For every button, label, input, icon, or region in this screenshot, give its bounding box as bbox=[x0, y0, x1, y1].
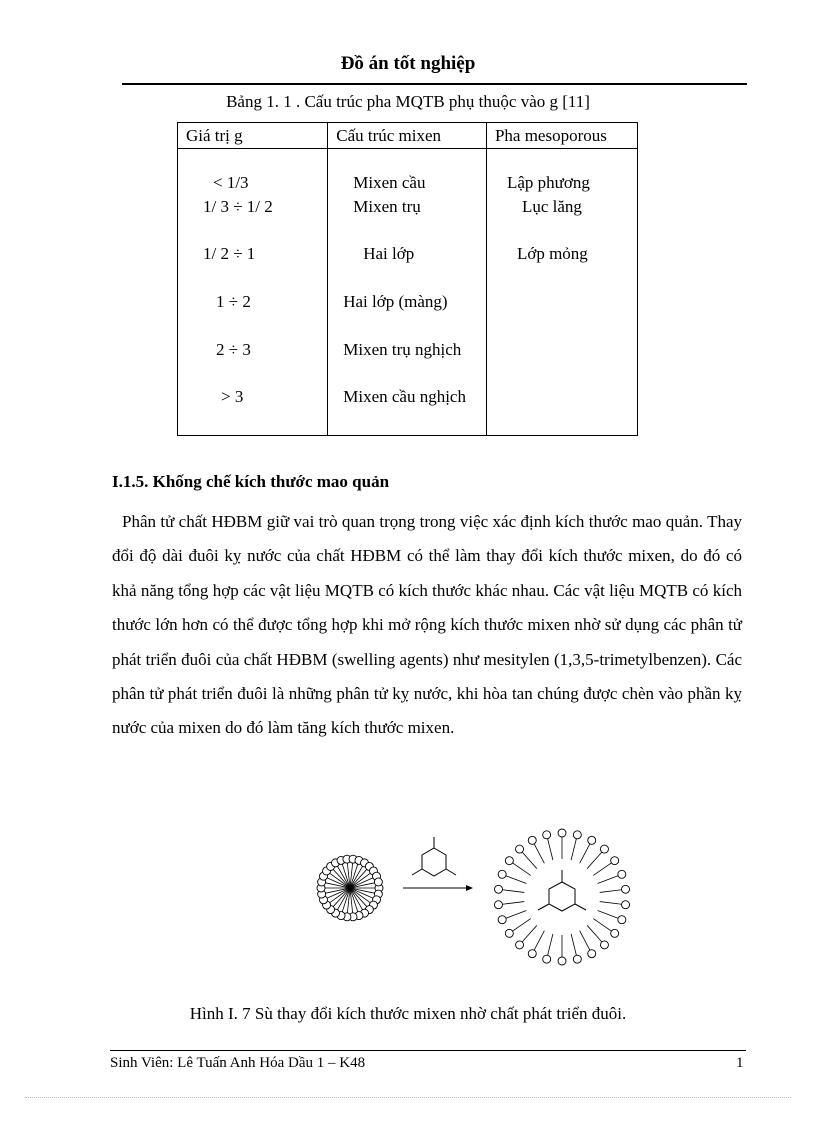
figure-caption: Hình I. 7 Sù thay đổi kích thước mixen nhờ chất phát triển đuôi. bbox=[189, 1004, 627, 1023]
micelle-head bbox=[622, 901, 630, 909]
micelle-tail bbox=[571, 839, 576, 860]
micelle-head bbox=[516, 845, 524, 853]
micelle-tail bbox=[580, 931, 590, 950]
micelle-tail bbox=[598, 876, 619, 884]
table-cell: > 3 bbox=[221, 387, 244, 407]
micelle-head bbox=[558, 829, 566, 837]
table-cell: 1/ 3 ÷ 1/ 2 bbox=[203, 196, 273, 216]
table-row bbox=[178, 149, 638, 197]
micelle-head bbox=[505, 857, 513, 865]
table-cell: Lớp mỏng bbox=[516, 244, 588, 264]
micelle-head bbox=[558, 957, 566, 965]
table-row bbox=[178, 292, 638, 340]
table-cell: < 1/3 bbox=[213, 173, 249, 192]
section-heading: I.1.5. Khống chế kích thước mao quản bbox=[112, 472, 390, 491]
micelle-diagram bbox=[300, 815, 640, 975]
micelle-head bbox=[494, 885, 502, 893]
micelle-head bbox=[588, 950, 596, 958]
micelle-tail bbox=[587, 925, 602, 941]
page-edge-rule bbox=[25, 1097, 791, 1098]
micelle-head bbox=[600, 941, 608, 949]
column-header: Pha mesoporous bbox=[486, 123, 637, 149]
micelle-head bbox=[498, 916, 506, 924]
micelle-head bbox=[611, 929, 619, 937]
table-row bbox=[178, 387, 638, 435]
micelle-tail bbox=[513, 919, 531, 931]
micelle-head bbox=[618, 916, 626, 924]
micelle-head bbox=[618, 870, 626, 878]
micelle-tail bbox=[513, 863, 531, 875]
micelle-head bbox=[498, 870, 506, 878]
table-cell: Mixen cầu bbox=[353, 173, 426, 192]
micelle-tail bbox=[587, 852, 602, 868]
micelle-head bbox=[600, 845, 608, 853]
micelle-tail bbox=[571, 934, 576, 955]
micelle-head bbox=[528, 836, 536, 844]
header-title: Đồ án tốt nghiệp bbox=[340, 53, 476, 74]
micelle-head bbox=[516, 941, 524, 949]
micelle-figure bbox=[300, 815, 640, 980]
page-number: 1 bbox=[736, 1055, 744, 1071]
structure-table bbox=[177, 122, 638, 436]
micelle-tail bbox=[506, 910, 527, 918]
mesitylen-molecule bbox=[412, 837, 456, 876]
table-header-row bbox=[178, 123, 638, 149]
micelle-tail bbox=[548, 934, 553, 955]
micelle-head bbox=[374, 878, 382, 886]
reaction-arrow bbox=[403, 885, 473, 891]
table-row bbox=[178, 340, 638, 388]
micelle-tail bbox=[502, 890, 524, 893]
micelle-head bbox=[573, 831, 581, 839]
header-rule bbox=[122, 83, 747, 85]
footer-author: Sinh Viên: Lê Tuấn Anh Hóa Dầu 1 – K48 bbox=[110, 1055, 366, 1071]
body-paragraph bbox=[112, 505, 742, 746]
micelle-head bbox=[494, 901, 502, 909]
micelle-head bbox=[588, 836, 596, 844]
column-header: Cấu trúc mixen bbox=[328, 123, 487, 149]
micelle-head bbox=[528, 950, 536, 958]
micelle-tail bbox=[593, 919, 611, 931]
micelle-tail bbox=[593, 863, 611, 875]
micelle-tail bbox=[506, 876, 527, 884]
table-cell: Mixen cầu nghịch bbox=[343, 387, 466, 407]
micelle-tail bbox=[522, 852, 537, 868]
micelle-tail bbox=[548, 839, 553, 860]
table-caption: Bảng 1. 1 . Cấu trúc pha MQTB phụ thuộc vào g [11] bbox=[226, 92, 590, 111]
micelle-head bbox=[543, 955, 551, 963]
table-cell: 1 ÷ 2 bbox=[216, 291, 251, 311]
micelle-head bbox=[573, 955, 581, 963]
micelle-head bbox=[543, 831, 551, 839]
footer-rule bbox=[110, 1050, 746, 1051]
micelle-head bbox=[622, 885, 630, 893]
table-cell: 2 ÷ 3 bbox=[216, 339, 251, 359]
table-cell: Hai lớp bbox=[363, 244, 415, 264]
micelle-head bbox=[505, 929, 513, 937]
table-cell: Hai lớp (màng) bbox=[343, 291, 448, 311]
table-cell: Mixen trụ bbox=[353, 196, 421, 216]
table-cell: Mixen trụ nghịch bbox=[343, 339, 462, 359]
swollen-micelle bbox=[494, 829, 629, 965]
column-header: Giá trị g bbox=[178, 123, 328, 149]
small-micelle bbox=[317, 855, 383, 921]
micelle-tail bbox=[534, 844, 544, 863]
micelle-head bbox=[611, 857, 619, 865]
micelle-tail bbox=[600, 902, 622, 905]
paragraph-text: Phân tử chất HĐBM giữ vai trò quan trọng trong việc xác định kích thước mao quản. Thay đổi độ dài đuôi kỵ nước của chất HĐBM có thể làm thay đổi kích thước mixen, do đó có khả năng tổng hợp các vật liệu MQTB có kích thước khác nhau. Các vật liệu MQTB có kích thước lớn hơn có thể được tổng hợp khi mở rộng kích thước mixen nhờ sử dụng các phân tử phát triển đuôi của chất HĐBM (swelling agents) như mesitylen (1,3,5-trimetylbenzen). Các phân tử phát triển đuôi là những phân tử kỵ nước, khi hòa tan chúng được chèn vào phần kỵ nước của mixen do đó làm tăng kích thước mixen. bbox=[112, 512, 742, 738]
micelle-tail bbox=[600, 890, 622, 893]
inner-mesitylen-molecule bbox=[538, 870, 586, 911]
micelle-tail bbox=[502, 902, 524, 905]
table-row bbox=[178, 244, 638, 292]
micelle-tail bbox=[580, 844, 590, 863]
micelle-tail bbox=[598, 910, 619, 918]
micelle-tail bbox=[534, 931, 544, 950]
table-cell: Lập phương bbox=[506, 173, 590, 192]
table-row bbox=[178, 197, 638, 245]
table-cell: Lục lăng bbox=[521, 196, 582, 216]
micelle-tail bbox=[522, 925, 537, 941]
table-cell: 1/ 2 ÷ 1 bbox=[203, 244, 256, 264]
